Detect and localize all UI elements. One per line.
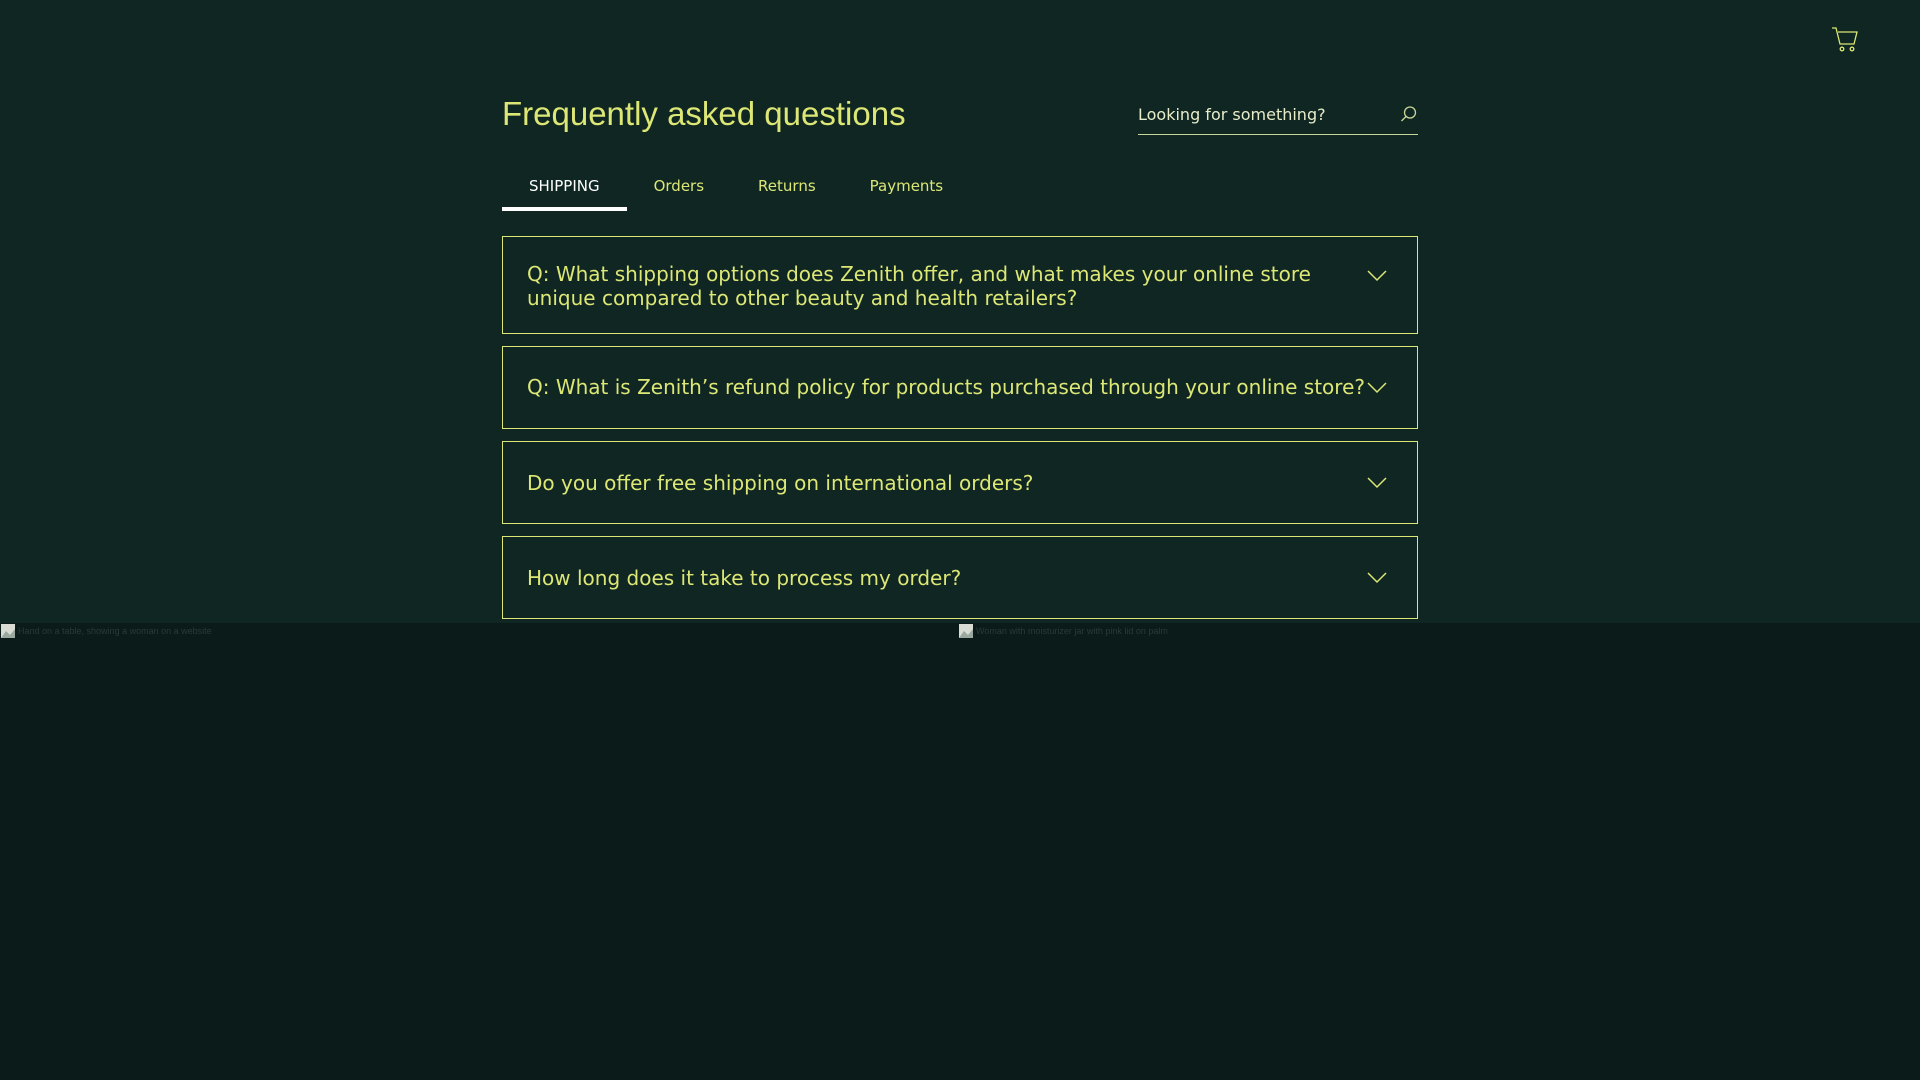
faq-question: Do you offer free shipping on international orders? [527,471,1034,495]
image-alt-text: Hand on a table, showing a woman on a website [18,626,212,636]
page-title: Frequently asked questions [502,95,906,132]
cart-icon[interactable] [1830,24,1860,54]
faq-item-free-shipping[interactable] [502,441,1418,524]
search-box [1138,96,1418,135]
faq-question: Q: What shipping options does Zenith offer, and what makes your online store unique compared to other beauty and health retailers? [527,262,1311,310]
tab-returns[interactable]: Returns [758,177,816,195]
tab-shipping[interactable]: SHIPPING [502,168,627,211]
broken-image-icon [958,623,974,639]
search-icon[interactable] [1400,105,1418,123]
faq-item-refund-policy[interactable] [502,346,1418,429]
broken-image-left [0,623,212,639]
search-input[interactable] [1138,96,1378,132]
broken-image-icon [0,623,16,639]
faq-item-processing-time[interactable] [502,536,1418,619]
chevron-down-icon[interactable] [1367,477,1387,489]
faq-tabs [502,168,970,213]
image-alt-text: Woman with moisturizer jar with pink lid on palm [976,626,1168,636]
faq-item-shipping-options[interactable] [502,236,1418,334]
chevron-down-icon[interactable] [1367,572,1387,584]
tab-orders[interactable]: Orders [653,177,705,195]
tab-payments[interactable]: Payments [869,177,944,195]
chevron-down-icon[interactable] [1367,270,1387,282]
chevron-down-icon[interactable] [1367,382,1387,394]
faq-question: How long does it take to process my order? [527,566,962,590]
image-section [0,623,1920,1080]
faq-question: Q: What is Zenith’s refund policy for products purchased through your online store? [527,375,1365,399]
broken-image-right [958,623,1168,639]
